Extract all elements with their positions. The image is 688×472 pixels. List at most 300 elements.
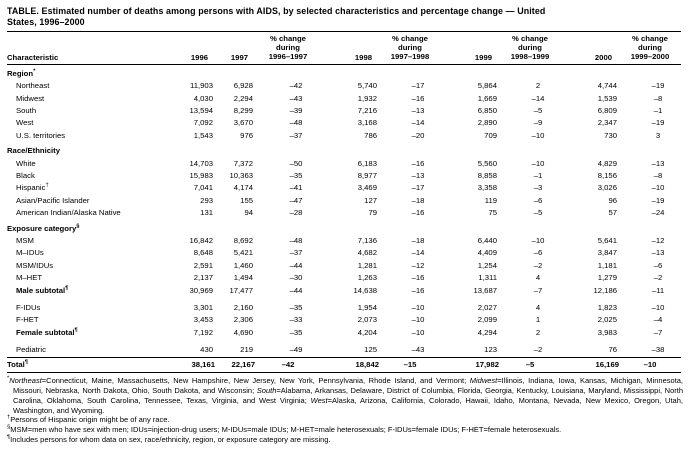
column-header-line: 1998–1999	[510, 51, 550, 61]
column-header-line: % change	[512, 34, 548, 43]
table-row	[7, 327, 681, 339]
pct-change-cell: –7	[533, 285, 543, 295]
row-label-cell	[7, 207, 169, 219]
pct-change-cell: –10	[411, 327, 425, 337]
year-value-cell: 1,494	[233, 273, 253, 283]
year-value-cell: 1,181	[597, 260, 617, 270]
table-row	[7, 182, 681, 194]
table-row	[7, 158, 681, 170]
footnote-text: =Illinois, Indiana, Iowa, Kansas, Michigan, Minnesota, Missouri, Nebraska, North Dakota, Ohio, South Dakota, and Wisconsin;	[13, 376, 683, 395]
total-row	[7, 357, 681, 373]
year-value-cell: 75	[488, 208, 497, 218]
year-value-cell: 96	[608, 195, 617, 205]
column-header-line: 1996–1997	[268, 51, 308, 61]
row-label-cell	[7, 297, 169, 314]
row-label: Hispanic	[16, 183, 46, 193]
year-value-cell: 7,192	[193, 327, 213, 337]
year-value-cell: 3,453	[193, 315, 213, 325]
table-body	[7, 64, 681, 372]
row-label: Race/Ethnicity	[7, 146, 60, 156]
row-label: MSM/IDUs	[16, 260, 54, 270]
footnote	[7, 425, 683, 435]
year-value-cell: 131	[200, 208, 213, 218]
year-value-cell: 7,092	[193, 118, 213, 128]
column-header-1997–1998	[379, 32, 441, 64]
row-label-cell	[7, 182, 169, 194]
row-label-cell	[7, 195, 169, 207]
pct-change-cell: 4	[535, 273, 541, 283]
pct-change-cell: –1	[653, 105, 663, 115]
pct-change-cell: –5	[533, 105, 543, 115]
year-value-cell: 4,204	[357, 327, 377, 337]
pct-change-cell: –6	[533, 195, 543, 205]
column-header-line: during	[638, 42, 662, 52]
pct-change-cell: –14	[531, 93, 545, 103]
pct-change-cell: –19	[651, 195, 665, 205]
pct-change-cell: –19	[651, 118, 665, 128]
year-value-cell: 1,281	[357, 260, 377, 270]
year-value-cell: 2,306	[233, 315, 253, 325]
year-value-cell: 8,977	[357, 170, 377, 180]
pct-change-cell: –44	[289, 260, 303, 270]
year-value-cell: 2,099	[477, 315, 497, 325]
year-value-cell: 3,469	[357, 183, 377, 193]
year-value-cell: 16,169	[561, 357, 619, 373]
table-row	[7, 272, 681, 284]
year-value-cell: 119	[484, 195, 497, 205]
section-title	[7, 142, 681, 157]
year-value-cell: 12,186	[593, 285, 617, 295]
section-header-row	[7, 64, 681, 80]
table-title-line2: States, 1996–2000	[7, 17, 85, 27]
pct-change-cell: –13	[411, 170, 425, 180]
footnote-text: =Alaska, Arizona, California, Colorado, Hawaii, Idaho, Montana, Nevada, New Mexico, Oregon, Utah, Washington, and Wyoming.	[13, 395, 683, 415]
year-value-cell: 1,460	[233, 260, 253, 270]
year-value-cell: 2,025	[597, 315, 617, 325]
footnote	[7, 415, 683, 425]
footnote-text: West	[310, 395, 328, 405]
pct-change-cell: –48	[289, 236, 303, 245]
footnote-marker: §	[7, 424, 11, 431]
column-header-1996–1997	[255, 32, 321, 64]
row-label: White	[16, 158, 36, 168]
year-value-cell: 730	[604, 130, 617, 140]
footnote-marker: *	[7, 375, 10, 382]
pct-change-cell: 2	[535, 81, 541, 91]
row-label-cell	[7, 170, 169, 182]
year-value-cell: 6,183	[357, 158, 377, 168]
row-label-cell	[7, 247, 169, 259]
year-value-cell: 4,294	[477, 327, 497, 337]
row-label-cell	[7, 105, 169, 117]
row-label-cell	[7, 93, 169, 105]
table-row	[7, 314, 681, 326]
year-value-cell: 5,560	[477, 158, 497, 168]
year-value-cell: 1,263	[357, 273, 377, 283]
year-value-cell: 1,954	[357, 303, 377, 313]
year-value-cell: 2,027	[477, 303, 497, 313]
pct-change-cell: –50	[289, 158, 303, 168]
year-value-cell: 57	[608, 208, 617, 218]
year-value-cell: 11,903	[190, 81, 213, 91]
table-row	[7, 117, 681, 129]
pct-change-cell: –6	[533, 248, 543, 258]
year-value-cell: 17,982	[441, 357, 499, 373]
pct-change-cell: –10	[411, 315, 425, 325]
year-value-cell: 38,161	[169, 357, 215, 373]
pct-change-cell: –28	[289, 208, 303, 218]
year-value-cell: 976	[240, 130, 253, 140]
pct-change-cell: –38	[651, 345, 665, 355]
table-row	[7, 195, 681, 207]
table-row	[7, 130, 681, 142]
year-value-cell: 13,594	[189, 105, 213, 115]
footnote-text: Northeast	[9, 376, 42, 386]
row-label: Total	[7, 359, 25, 369]
year-value-cell: 8,299	[233, 105, 253, 115]
row-label-cell	[7, 327, 169, 339]
pct-change-cell: 2	[535, 327, 541, 337]
column-header-1999: 1999	[441, 32, 499, 64]
pct-change-cell: –10	[531, 236, 545, 245]
year-value-cell: 4,744	[597, 81, 617, 91]
year-value-cell: 123	[484, 345, 497, 355]
year-value-cell: 4,030	[193, 93, 213, 103]
table-row	[7, 297, 681, 314]
column-header-line: during	[518, 42, 542, 52]
row-label: Midwest	[16, 93, 45, 103]
pct-change-cell: –13	[651, 248, 665, 258]
pct-change-cell: –16	[411, 158, 425, 168]
pct-change-cell: –10	[651, 183, 665, 193]
column-header-1998–1999	[499, 32, 561, 64]
footnote-marker: ¶	[65, 285, 69, 292]
year-value-cell: 14,703	[189, 158, 213, 168]
row-label: Black	[16, 170, 35, 180]
footnote	[7, 376, 683, 415]
footnote-text: MSM=men who have sex with men; IDUs=injection-drug users; M-IDUs=male IDUs; M-HET=male heterosexuals; F-IDUs=female IDUs; F-HET=female heterosexuals.	[10, 425, 562, 435]
year-value-cell: 2,890	[477, 118, 497, 128]
year-value-cell: 2,591	[193, 260, 213, 270]
year-value-cell: 155	[240, 195, 253, 205]
table-row	[7, 93, 681, 105]
year-value-cell: 1,823	[597, 303, 617, 313]
column-header-1997: 1997	[215, 32, 255, 64]
year-value-cell: 7,136	[357, 236, 377, 245]
footnote	[7, 435, 683, 445]
row-label: South	[16, 105, 37, 115]
pct-change-cell: –15	[379, 357, 441, 373]
total-label-cell	[7, 357, 169, 373]
pct-change-cell: –7	[653, 327, 663, 337]
row-label: M–HET	[16, 273, 43, 283]
year-value-cell: 1,539	[597, 93, 617, 103]
footnote-text: Midwest	[469, 376, 498, 386]
row-label-cell	[7, 314, 169, 326]
row-label-cell	[7, 260, 169, 272]
row-label-cell	[7, 80, 169, 92]
pct-change-cell: –16	[411, 208, 425, 218]
section-title	[7, 220, 681, 235]
footnote-marker: †	[7, 414, 11, 421]
pct-change-cell: –35	[289, 303, 303, 313]
year-value-cell: 2,294	[233, 93, 253, 103]
year-value-cell: 16,842	[189, 236, 213, 245]
pct-change-cell: –1	[533, 170, 543, 180]
footnote-marker: †	[45, 182, 49, 189]
pct-change-cell: –35	[289, 170, 303, 180]
row-label: MSM	[16, 236, 34, 245]
column-header-line: 1999–2000	[630, 51, 670, 61]
pct-change-cell: –13	[411, 105, 425, 115]
row-label: Female subtotal	[16, 327, 75, 337]
pct-change-cell: –10	[531, 130, 545, 140]
row-label-cell	[7, 130, 169, 142]
year-value-cell: 4,682	[357, 248, 377, 258]
year-value-cell: 3,670	[233, 118, 253, 128]
footnote-marker: *	[33, 68, 36, 75]
footnote-text: Persons of Hispanic origin might be of any race.	[10, 415, 170, 425]
header-row	[7, 32, 681, 64]
year-value-cell: 3,301	[193, 303, 213, 313]
footnotes	[7, 376, 683, 445]
year-value-cell: 22,167	[215, 357, 255, 373]
row-label-cell	[7, 339, 169, 357]
year-value-cell: 17,477	[229, 285, 253, 295]
row-label-cell	[7, 158, 169, 170]
year-value-cell: 219	[240, 345, 253, 355]
year-value-cell: 14,638	[353, 285, 377, 295]
pct-change-cell: –16	[411, 285, 425, 295]
pct-change-cell: –16	[411, 93, 425, 103]
pct-change-cell: 3	[655, 130, 661, 140]
pct-change-cell: –18	[411, 195, 425, 205]
row-label-cell	[7, 272, 169, 284]
pct-change-cell: –8	[653, 170, 663, 180]
pct-change-cell: –19	[651, 81, 665, 91]
year-value-cell: 5,740	[357, 81, 377, 91]
pct-change-cell: –43	[411, 345, 425, 355]
column-header-line: during	[276, 42, 300, 52]
footnote-text: South	[256, 385, 277, 395]
pct-change-cell: –42	[289, 81, 303, 91]
footnote-text: =Alabama, Arkansas, Delaware, District of Columbia, Florida, Georgia, Kentucky, Louisiana, Maryland, Mississippi, North Carolina, Oklahoma, South Carolina, Tennessee, Texas, Virginia, and West Virginia;	[13, 385, 684, 405]
pct-change-cell: –35	[289, 327, 303, 337]
pct-change-cell: –30	[289, 273, 303, 283]
row-label: U.S. territories	[16, 130, 66, 140]
pct-change-cell: –42	[255, 357, 321, 373]
row-label: Northeast	[16, 81, 50, 91]
pct-change-cell: –2	[533, 260, 543, 270]
year-value-cell: 2,160	[233, 303, 253, 313]
year-value-cell: 4,690	[233, 327, 253, 337]
section-header-row	[7, 220, 681, 235]
table-row	[7, 247, 681, 259]
pct-change-cell: –9	[533, 118, 543, 128]
column-header-1999–2000	[619, 32, 681, 64]
pct-change-cell: –12	[651, 236, 665, 245]
year-value-cell: 6,440	[477, 236, 497, 245]
row-label: Region	[7, 68, 34, 78]
pct-change-cell: –2	[653, 273, 663, 283]
table-title-line1: TABLE. Estimated number of deaths among persons with AIDS, by selected characteristics and percentage change — United	[7, 6, 546, 16]
year-value-cell: 13,687	[473, 285, 497, 295]
year-value-cell: 7,372	[233, 158, 253, 168]
footnote-marker: ¶	[74, 327, 78, 334]
pct-change-cell: –8	[653, 93, 663, 103]
row-label-cell	[7, 285, 169, 297]
year-value-cell: 6,809	[597, 105, 617, 115]
row-label: Exposure category	[7, 223, 77, 233]
pct-change-cell: –2	[533, 345, 543, 355]
row-label: Asian/Pacific Islander	[16, 195, 90, 205]
column-header-Characteristic: Characteristic	[7, 32, 169, 64]
column-header-line: % change	[392, 34, 428, 43]
pct-change-cell: –5	[499, 357, 561, 373]
pct-change-cell: –16	[411, 273, 425, 283]
row-label: Pediatric	[16, 345, 46, 355]
year-value-cell: 8,156	[597, 170, 617, 180]
year-value-cell: 3,847	[597, 248, 617, 258]
column-header-line: % change	[270, 34, 306, 43]
year-value-cell: 1,311	[478, 273, 497, 283]
aids-deaths-table	[7, 32, 681, 373]
column-header-1998: 1998	[321, 32, 379, 64]
row-label-cell	[7, 235, 169, 247]
year-value-cell: 10,363	[229, 170, 253, 180]
column-header-2000: 2000	[561, 32, 619, 64]
row-label: F-HET	[16, 315, 39, 325]
pct-change-cell: –17	[411, 183, 425, 193]
year-value-cell: 125	[364, 345, 377, 355]
year-value-cell: 76	[608, 345, 617, 355]
year-value-cell: 3,358	[477, 183, 497, 193]
year-value-cell: 5,421	[233, 248, 253, 258]
year-value-cell: 94	[244, 208, 253, 218]
year-value-cell: 1,932	[357, 93, 377, 103]
column-header-1996: 1996	[169, 32, 215, 64]
table-row	[7, 207, 681, 219]
section-header-row	[7, 142, 681, 157]
footnote-marker: §	[76, 223, 80, 230]
pct-change-cell: –20	[411, 130, 425, 140]
row-label: F-IDUs	[16, 303, 41, 313]
year-value-cell: 7,216	[357, 105, 377, 115]
year-value-cell: 4,409	[477, 248, 497, 258]
year-value-cell: 2,347	[597, 118, 617, 128]
pct-change-cell: –14	[411, 248, 425, 258]
year-value-cell: 18,842	[321, 357, 379, 373]
pct-change-cell: –43	[289, 93, 303, 103]
year-value-cell: 2,137	[193, 273, 213, 283]
year-value-cell: 3,168	[357, 118, 377, 128]
section-title	[7, 64, 681, 80]
row-label-cell	[7, 117, 169, 129]
table-header	[7, 32, 681, 64]
pct-change-cell: 4	[535, 303, 541, 313]
pct-change-cell: –10	[619, 357, 681, 373]
year-value-cell: 2,073	[357, 315, 377, 325]
year-value-cell: 4,174	[233, 183, 253, 193]
year-value-cell: 5,641	[597, 236, 617, 245]
pct-change-cell: –13	[651, 158, 665, 168]
pct-change-cell: –12	[411, 260, 425, 270]
pct-change-cell: –33	[289, 315, 303, 325]
year-value-cell: 1,669	[477, 93, 497, 103]
footnote-marker: ¶	[7, 434, 11, 441]
pct-change-cell: –4	[653, 315, 663, 325]
table-row	[7, 235, 681, 247]
column-header-line: 1997–1998	[390, 51, 430, 61]
year-value-cell: 4,829	[597, 158, 617, 168]
year-value-cell: 1,543	[193, 130, 213, 140]
pct-change-cell: –48	[289, 118, 303, 128]
pct-change-cell: –37	[289, 248, 303, 258]
pct-change-cell: –39	[289, 105, 303, 115]
year-value-cell: 430	[200, 345, 213, 355]
footnote-marker: ¶	[24, 359, 29, 366]
pct-change-cell: 1	[535, 315, 541, 325]
table-row	[7, 260, 681, 272]
year-value-cell: 6,928	[233, 81, 253, 91]
year-value-cell: 79	[368, 208, 377, 218]
year-value-cell: 8,648	[193, 248, 213, 258]
row-label: West	[16, 118, 34, 128]
year-value-cell: 8,858	[477, 170, 497, 180]
column-header-line: % change	[632, 34, 668, 43]
pct-change-cell: –5	[533, 208, 543, 218]
table-row	[7, 285, 681, 297]
table-row	[7, 339, 681, 357]
year-value-cell: 293	[200, 195, 213, 205]
pct-change-cell: –18	[411, 236, 425, 245]
row-label: American Indian/Alaska Native	[16, 208, 121, 218]
pct-change-cell: –14	[411, 118, 425, 128]
pct-change-cell: –3	[533, 183, 543, 193]
pct-change-cell: –6	[653, 260, 663, 270]
year-value-cell: 5,864	[477, 81, 497, 91]
year-value-cell: 15,983	[189, 170, 213, 180]
pct-change-cell: –24	[651, 208, 665, 218]
year-value-cell: 6,850	[477, 105, 497, 115]
year-value-cell: 30,969	[189, 285, 213, 295]
pct-change-cell: –17	[411, 81, 425, 91]
row-label: M–IDUs	[16, 248, 44, 258]
pct-change-cell: –10	[651, 303, 665, 313]
footnote-text: =Connecticut, Maine, Massachusetts, New Hampshire, New Jersey, New York, Pennsylvania, Rhode Island, and Vermont;	[41, 376, 470, 386]
table-title	[7, 6, 681, 28]
year-value-cell: 7,041	[193, 183, 213, 193]
footnote-text: Includes persons for whom data on sex, race/ethnicity, region, or exposure category are missing.	[10, 434, 331, 444]
year-value-cell: 127	[364, 195, 377, 205]
year-value-cell: 709	[484, 130, 497, 140]
pct-change-cell: –10	[411, 303, 425, 313]
pct-change-cell: –11	[651, 285, 665, 295]
table-row	[7, 80, 681, 92]
pct-change-cell: –37	[289, 130, 303, 140]
year-value-cell: 1,279	[597, 273, 617, 283]
year-value-cell: 3,026	[597, 183, 617, 193]
pct-change-cell: –10	[531, 158, 545, 168]
table-row	[7, 105, 681, 117]
table-row	[7, 170, 681, 182]
year-value-cell: 786	[364, 130, 377, 140]
row-label: Male subtotal	[16, 285, 66, 295]
pct-change-cell: –41	[289, 183, 303, 193]
year-value-cell: 1,254	[477, 260, 497, 270]
column-header-line: during	[398, 42, 422, 52]
year-value-cell: 3,983	[597, 327, 617, 337]
